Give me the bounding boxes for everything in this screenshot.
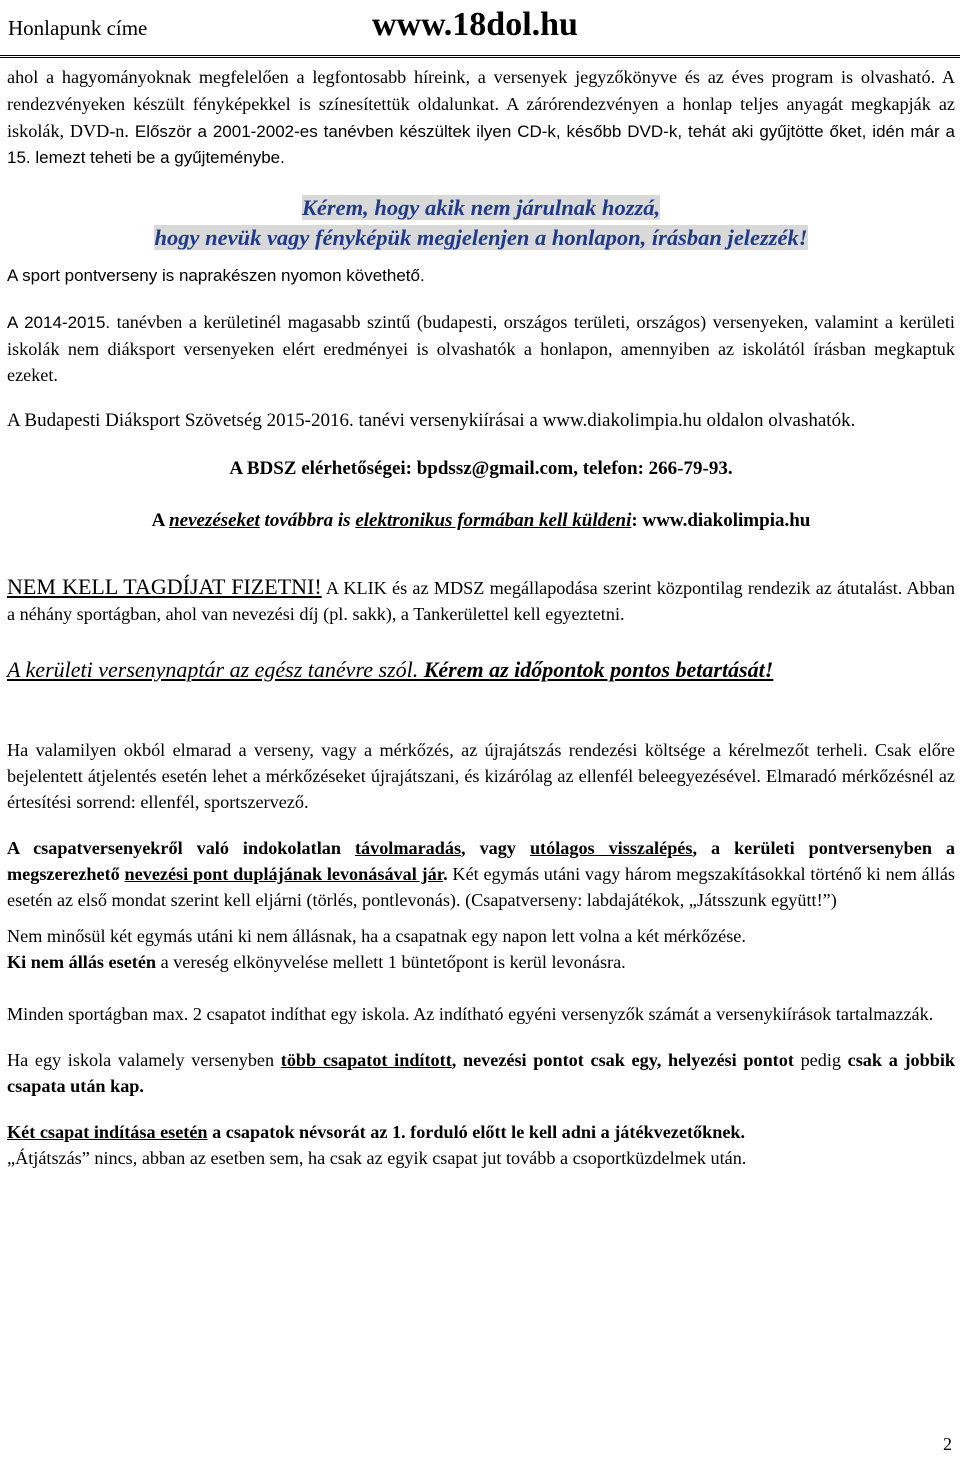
header-title: Honlapunk címe: [8, 16, 148, 40]
cancellation-paragraph: Ha valamilyen okból elmarad a verseny, vagy a mérkőzés, az újrajátszás rendezési költsége a kérelmezőt terheli. Csak előre bejelentett átjelentés esetén lehet a mérkőzéseket újrajátszani, és kizárólag az ellenfél beleegyezésével. Elmaradó mérkőzésnél az értesítési sorrend: ellenfél, sportszervező.: [7, 740, 955, 812]
calendar-notice-b: Kérem az időpontok pontos betartását!: [418, 657, 774, 682]
team-3: , vagy: [461, 838, 530, 858]
header-divider: [0, 55, 960, 58]
two-teams-a: Két csapat indítása esetén: [7, 1122, 208, 1142]
team-withdrawal-paragraph: [7, 835, 955, 913]
header-url: www.18dol.hu: [372, 6, 578, 43]
bdsz-contact: A BDSZ elérhetőségei: bpdssz@gmail.com, telefon: 266-79-93.: [229, 458, 733, 479]
intro-text-b: Először a 2001-2002-es tanévben készültek ilyen CD-k, később DVD-k, tehát aki gyűjtötte őket, idén már a 15. lemezt teheti be a gyűjteménybe.: [7, 122, 956, 167]
sport-ranking-line: A sport pontverseny is naprakészen nyomon követhető.: [7, 266, 425, 285]
team-8: Két egymás utáni vagy három megszakításokkal történő ki nem állás esetén az első mondat szerint kell eljárni (törlés, pontlevonás). (Csapatverseny: labdajátékok, „Játsszunk együtt!”): [7, 864, 955, 910]
bdsz-paragraph: A Budapesti Diáksport Szövetség 2015-2016. tanévi versenykiírásai a www.diakolimpia.hu oldalon olvashatók.: [7, 410, 856, 431]
entry-notice-d: elektronikus formában kell küldeni: [355, 510, 632, 531]
results-year: A 2014-2015.: [7, 313, 111, 332]
no-show-penalty: [7, 949, 955, 975]
document-body: [7, 64, 955, 1171]
no-fee-heading: NEM KELL TAGDÍJAT FIZETNI!: [7, 574, 322, 599]
multi-a: Ha egy iskola valamely versenyben: [7, 1050, 281, 1070]
consent-note: [7, 193, 955, 253]
team-6: nevezési pont duplájának levonásával jár: [124, 864, 444, 884]
entry-notice: [7, 508, 955, 534]
multi-b: több csapatot indított: [280, 1050, 452, 1070]
team-5: , a kerületi pontversenyben a megszerezhető: [7, 838, 956, 884]
fee-text: A KLIK és az MDSZ megállapodása szerint központilag rendezik az átutalást. Abban a néhány sportágban, ahol van nevezési díj (pl. sakk), a Tankerülettel kell egyeztetni.: [7, 578, 956, 624]
team-4: utólagos visszalépés: [529, 838, 693, 858]
multi-e: csak a jobbik csapata után kap.: [7, 1050, 956, 1096]
results-text: tanévben a kerületinél magasabb szintű (budapesti, országos területi, országos) versenyeken, valamint a kerületi iskolák nem diáksport versenyeken elért eredményei is olvashatók a honlapon, amennyiben az iskolától írásban megkaptuk ezeket.: [7, 312, 955, 385]
multi-c: , nevezési pontot csak egy, helyezési pontot: [451, 1050, 794, 1070]
pass-through-note: „Átjátszás” nincs, abban az esetben sem, ha csak az egyik csapat jut tovább a csoportküzdelmek után.: [7, 1148, 747, 1168]
entry-notice-e: : www.diakolimpia.hu: [631, 510, 811, 531]
consent-note-line-2: hogy nevük vagy fényképük megjelenjen a honlapon, írásban jelezzék!: [154, 225, 808, 250]
multi-d: pedig: [793, 1050, 848, 1070]
no-show-note: Nem minősül két egymás utáni ki nem állásnak, ha a csapatnak egy napon lett volna a két mérkőzése.: [7, 926, 746, 946]
team-limit-paragraph: Minden sportágban max. 2 csapatot indíthat egy iskola. Az indítható egyéni versenyzők számát a versenykiírások tartalmazzák.: [7, 1004, 934, 1024]
no-show-penalty-a: Ki nem állás esetén: [7, 952, 157, 972]
team-7: .: [443, 864, 448, 884]
calendar-notice: [7, 657, 955, 683]
team-2: távolmaradás: [354, 838, 462, 858]
entry-notice-c: továbbra is: [259, 510, 356, 531]
calendar-notice-a: A kerületi versenynaptár az egész tanévre szól.: [7, 657, 419, 682]
consent-note-line-1: Kérem, hogy akik nem járulnak hozzá,: [301, 195, 661, 220]
page-header: [0, 0, 960, 60]
fee-paragraph: [7, 574, 955, 627]
entry-notice-a: A: [151, 510, 170, 531]
multiple-teams-paragraph: [7, 1047, 955, 1099]
page-number: 2: [943, 1434, 952, 1454]
no-show-penalty-b: a vereség elkönyvelése mellett 1 büntetőpont is kerül levonásra.: [156, 952, 626, 972]
intro-text-a: ahol a hagyományoknak megfelelően a legfontosabb híreink, a versenyek jegyzőkönyve és az éves program is olvasható. A rendezvényeken készült fényképekkel is színesítettük oldalunkat. A zárórendezvényen a honlap teljes anyagát megkapják az iskolák, DVD-n.: [7, 67, 955, 141]
results-paragraph: [7, 309, 955, 388]
two-teams-b: a csapatok névsorát az 1. forduló előtt le kell adni a játékvezetőknek.: [207, 1122, 746, 1142]
entry-notice-b: nevezéseket: [169, 510, 260, 531]
intro-paragraph: [7, 64, 955, 171]
two-teams-paragraph: [7, 1119, 955, 1145]
team-1: A csapatversenyekről való indokolatlan: [7, 838, 355, 858]
